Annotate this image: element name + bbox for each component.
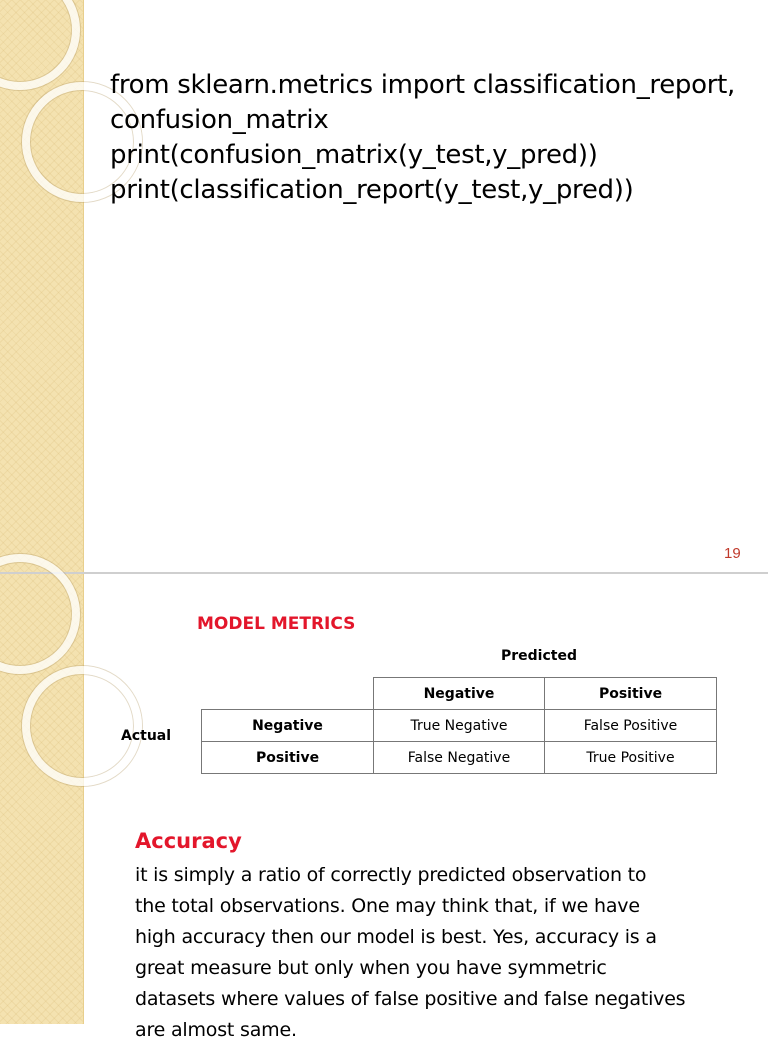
- table-row: [202, 710, 717, 742]
- decorative-sidebar: [0, 0, 84, 574]
- table-row-header: Positive: [202, 742, 374, 774]
- slide-bottom: [0, 574, 768, 1041]
- table-column-header: Negative: [374, 678, 545, 710]
- table-row: [202, 742, 717, 774]
- code-line: confusion_matrix: [110, 105, 329, 135]
- decorative-ring-icon: [22, 666, 142, 786]
- section-title: MODEL METRICS: [197, 614, 356, 634]
- code-line: from sklearn.metrics import classification_report,: [110, 70, 735, 100]
- table-cell: False Negative: [374, 742, 545, 774]
- paragraph-line: datasets where values of false positive and false negatives: [135, 988, 686, 1010]
- paragraph-line: are almost same.: [135, 1019, 297, 1041]
- paragraph-line: it is simply a ratio of correctly predicted observation to: [135, 864, 647, 886]
- table-column-header: Positive: [545, 678, 717, 710]
- actual-axis-label: Actual: [121, 728, 172, 744]
- table-corner-cell: [202, 678, 374, 710]
- table-cell: True Negative: [374, 710, 545, 742]
- decorative-sidebar: [0, 574, 84, 1024]
- table-row-header: Negative: [202, 710, 374, 742]
- table-cell: False Positive: [545, 710, 717, 742]
- table-cell: True Positive: [545, 742, 717, 774]
- predicted-axis-label: Predicted: [501, 648, 577, 664]
- code-line: print(confusion_matrix(y_test,y_pred)): [110, 140, 598, 170]
- code-snippet: [110, 68, 750, 208]
- paragraph-line: high accuracy then our model is best. Yes, accuracy is a: [135, 926, 657, 948]
- paragraph-line: great measure but only when you have symmetric: [135, 957, 607, 979]
- decorative-ring-icon: [0, 0, 80, 90]
- accuracy-heading: Accuracy: [135, 829, 242, 853]
- confusion-matrix-table: [201, 677, 717, 774]
- page-number: 19: [724, 545, 741, 562]
- code-line: print(classification_report(y_test,y_pred)): [110, 175, 634, 205]
- table-header-row: [202, 678, 717, 710]
- paragraph-line: the total observations. One may think that, if we have: [135, 895, 640, 917]
- accuracy-description: [135, 860, 747, 1046]
